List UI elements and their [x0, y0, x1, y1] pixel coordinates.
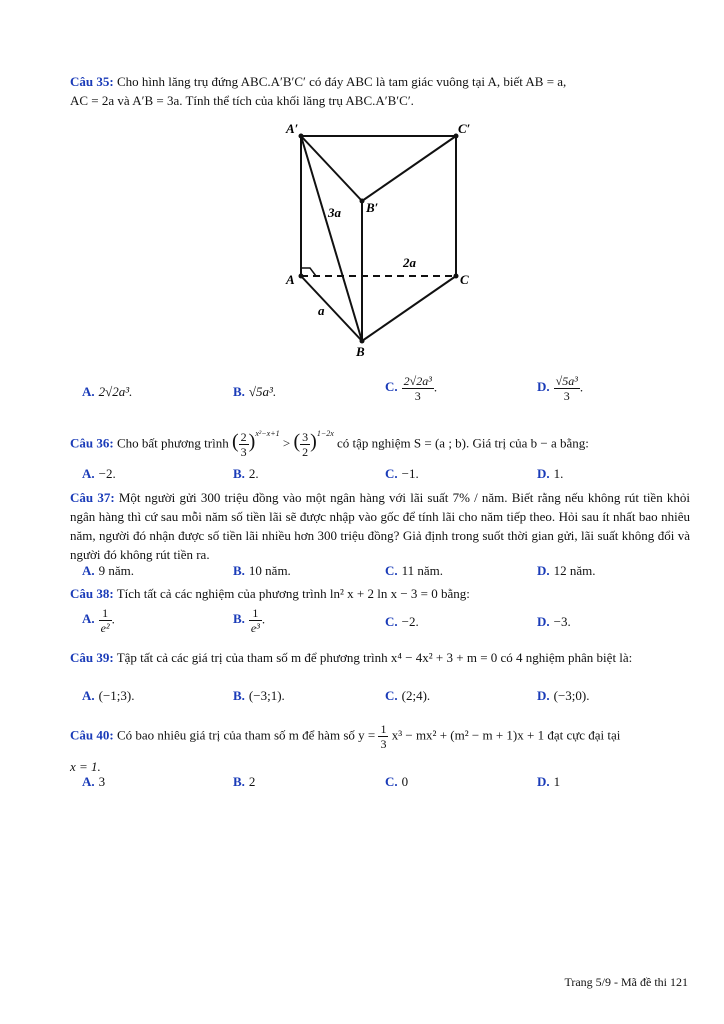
question-text-line2: AC = 2a và A′B = 3a. Tính thể tích của khối lăng trụ ABC.A′B′C′. — [70, 93, 414, 108]
option-d[interactable]: D. 1 — [537, 774, 561, 789]
label-c: C — [460, 272, 469, 287]
option-c[interactable]: C. 11 năm. — [385, 563, 444, 578]
options-q39 — [70, 688, 700, 710]
prism-figure — [270, 118, 490, 368]
option-c[interactable]: C. (2;4). — [385, 688, 431, 703]
option-a[interactable]: A. −2. — [82, 466, 116, 481]
options-q37 — [70, 563, 700, 585]
option-d[interactable]: D. $\frac{\text{√5a³}}{3}$ . — [537, 374, 584, 403]
question-text: Cho hình lăng trụ đứng ABC.A′B′C′ có đáy ABC là tam giác vuông tại A, biết AB = a, — [116, 74, 567, 89]
question-40: Câu 40: Có bao nhiêu giá trị của tham số m để hàm số y = $\frac{1}{3}$ x³ − mx² + (m² − m + 1)x + 1 đạt cực đại tại x = 1. — [70, 722, 621, 774]
option-a[interactable]: A. 2√2a³. — [82, 384, 133, 399]
options-q40 — [70, 774, 700, 796]
option-c[interactable]: C. −2. — [385, 614, 419, 629]
label-a-prime: A′ — [286, 121, 299, 136]
option-a[interactable]: A. $\frac{1}{\text{e²}}$ . — [82, 606, 115, 635]
option-b[interactable]: B. 2. — [233, 466, 259, 481]
option-c[interactable]: C. −1. — [385, 466, 419, 481]
page-footer: Trang 5/9 - Mã đề thi 121 — [564, 975, 688, 989]
diagonal-a1b — [301, 136, 362, 341]
label-c-prime: C′ — [458, 121, 471, 136]
option-b[interactable]: B. (−3;1). — [233, 688, 285, 703]
option-b[interactable]: B. $\frac{1}{\text{e³}}$ . — [233, 606, 266, 635]
right-angle-marker — [301, 268, 316, 276]
option-c[interactable]: C. $\frac{\text{2√2a³}}{3}$ . — [385, 374, 438, 403]
options-q38 — [70, 606, 700, 640]
question-label: Câu 39: — [70, 650, 114, 665]
question-36: Câu 36: Cho bất phương trình ( $\frac{2}{3}$ )$^{x^2-x+1}$ > ( $\frac{3}{2}$ )$^{1-2x}$ có tập nghiệm S = (a ; b). Giá trị của b − a bằng: — [70, 429, 589, 459]
edge-b1c1 — [362, 136, 456, 201]
question-label: Câu 36: — [70, 435, 114, 451]
question-label: Câu 35: — [70, 74, 114, 89]
options-q36 — [70, 466, 700, 488]
label-a-length: a — [318, 303, 325, 318]
label-b: B — [356, 344, 365, 359]
question-label: Câu 38: — [70, 586, 114, 601]
options-q35 — [70, 374, 700, 406]
option-b[interactable]: B. √5a³. — [233, 384, 277, 399]
edge-bc — [362, 276, 456, 341]
option-a[interactable]: A. (−1;3). — [82, 688, 135, 703]
label-a: A — [286, 272, 295, 287]
option-d[interactable]: D. (−3;0). — [537, 688, 590, 703]
option-d[interactable]: D. −3. — [537, 614, 571, 629]
question-label: Câu 37: — [70, 490, 115, 505]
option-b[interactable]: B. 10 năm. — [233, 563, 291, 578]
label-b-prime: B′ — [366, 200, 379, 215]
question-38: Câu 38: Tích tất cả các nghiệm của phương trình ln² x + 2 ln x − 3 = 0 bằng: — [70, 586, 470, 601]
option-c[interactable]: C. 0 — [385, 774, 409, 789]
question-39: Câu 39: Tập tất cả các giá trị của tham số m để phương trình x⁴ − 4x² + 3 + m = 0 có 4 nghiệm phân biệt là: — [70, 650, 633, 665]
option-d[interactable]: D. 1. — [537, 466, 564, 481]
label-3a: 3a — [328, 205, 341, 220]
question-35 — [70, 72, 690, 110]
label-2a: 2a — [403, 255, 416, 270]
question-37: Câu 37: Một người gửi 300 triệu đồng vào một ngân hàng với lãi suất 7% / năm. Biết rằng nếu không rút tiền khỏi ngân hàng thì cứ sau mỗi năm số tiền lãi sẽ được nhập vào gốc để tính lãi cho năm tiếp theo. Hỏi sau ít nhất bao nhiêu năm, người đó nhận được số tiền lãi nhiều hơn 300 triệu đồng? Giả định trong suốt thời gian gửi, lãi suất không đổi và người đó không rút tiền ra. — [70, 490, 691, 562]
question-label: Câu 40: — [70, 727, 114, 743]
option-b[interactable]: B. 2 — [233, 774, 256, 789]
option-a[interactable]: A. 9 năm. — [82, 563, 135, 578]
option-d[interactable]: D. 12 năm. — [537, 563, 596, 578]
option-a[interactable]: A. 3 — [82, 774, 106, 789]
